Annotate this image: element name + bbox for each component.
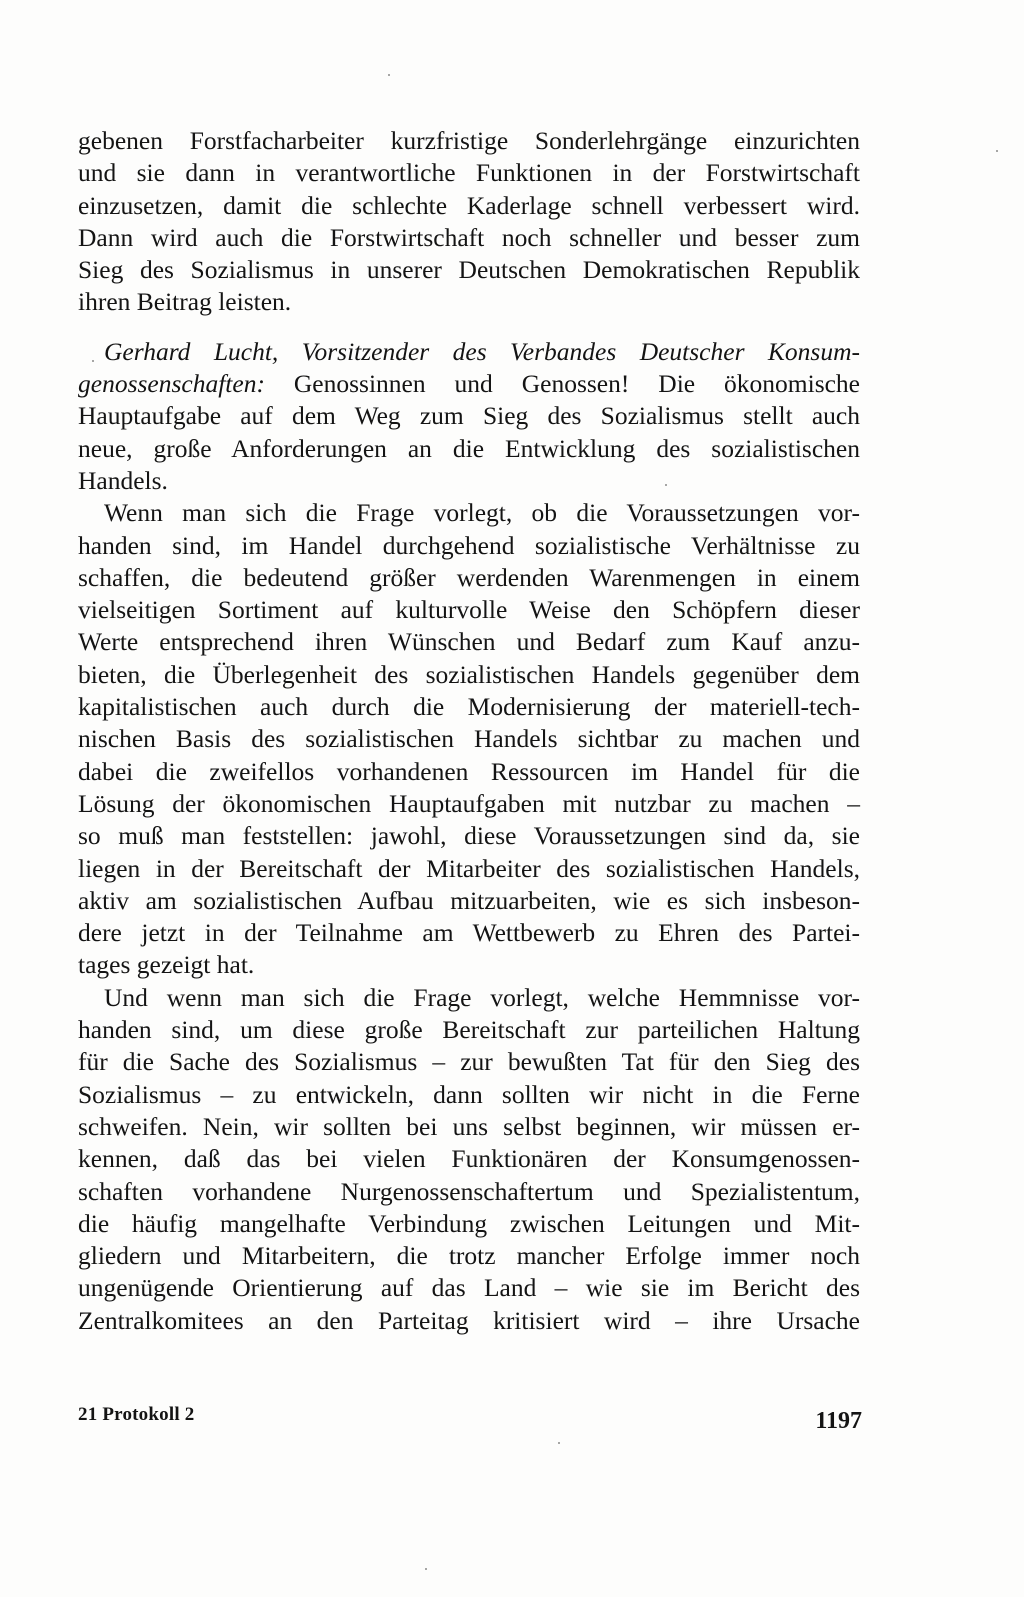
- text-line: Lösung der ökonomischen Hauptaufgaben mit nutzbar zu machen –: [78, 788, 860, 818]
- scan-speck: [92, 360, 94, 362]
- text-line: und sie dann in verantwortliche Funktionen in der Forstwirtschaft: [78, 158, 860, 188]
- scan-speck: [388, 74, 390, 76]
- text-line: kapitalistischen auch durch die Modernisierung der materiell-tech-: [78, 692, 860, 722]
- text-line: gliedern und Mitarbeitern, die trotz mancher Erfolge immer noch: [78, 1241, 860, 1271]
- text-line: dabei die zweifellos vorhandenen Ressourcen im Handel für die: [78, 756, 860, 786]
- page-number: 1197: [815, 1408, 862, 1434]
- text-line: schweifen. Nein, wir sollten bei uns selbst beginnen, wir müssen er-: [78, 1111, 860, 1141]
- text-line: liegen in der Bereitschaft der Mitarbeiter des sozialistischen Handels,: [78, 853, 860, 883]
- paragraph-prerequisites: [78, 497, 860, 981]
- text-line: handen sind, im Handel durchgehend sozialistische Verhältnisse zu: [78, 530, 860, 560]
- text-line: Handels.: [78, 465, 168, 495]
- text-line: aktiv am sozialistischen Aufbau mitzuarbeiten, wie es sich insbeson-: [78, 885, 860, 915]
- text-line: Und wenn man sich die Frage vorlegt, welche Hemmnisse vor-: [104, 982, 860, 1012]
- text-line: Hauptaufgabe auf dem Weg zum Sieg des Sozialismus stellt auch: [78, 401, 860, 431]
- text-line: handen sind, um diese große Bereitschaft zur parteilichen Haltung: [78, 1015, 860, 1045]
- text-line: vielseitigen Sortiment auf kulturvolle Weise den Schöpfern dieser: [78, 595, 860, 625]
- text-line: gebenen Forstfacharbeiter kurzfristige Sonderlehrgänge einzurichten: [78, 126, 860, 155]
- printer-signature: 21 Protokoll 2: [78, 1404, 195, 1425]
- speech-opening: Genossinnen und Genossen! Die ökonomische: [264, 369, 860, 399]
- text-line: Zentralkomitees an den Parteitag kritisiert wird – ihre Ursache: [78, 1305, 860, 1335]
- text-line: für die Sache des Sozialismus – zur bewußten Tat für den Sieg des: [78, 1047, 860, 1077]
- text-line: einzusetzen, damit die schlechte Kaderlage schnell verbessert wird.: [78, 190, 860, 220]
- text-line: Werte entsprechend ihren Wünschen und Bedarf zum Kauf anzu-: [78, 627, 860, 657]
- paragraph-obstacles: [78, 982, 860, 1337]
- text-line: neue, große Anforderungen an die Entwicklung des sozialistischen: [78, 433, 860, 463]
- speaker-name: Gerhard Lucht, Vorsitzender des Verbandes Deutscher Konsum-: [104, 336, 860, 366]
- text-line: so muß man feststellen: jawohl, diese Voraussetzungen sind da, sie: [78, 821, 860, 851]
- text-line: bieten, die Überlegenheit des sozialistischen Handels gegenüber dem: [78, 659, 860, 689]
- speech-intro: [78, 336, 860, 497]
- text-line: schaffen, die bedeutend größer werdenden Warenmengen in einem: [78, 562, 860, 592]
- scan-speck: [665, 484, 667, 486]
- text-line: ihren Beitrag leisten.: [78, 287, 292, 317]
- text-line: [78, 368, 860, 400]
- scan-speck: [558, 1442, 560, 1444]
- text-line: Wenn man sich die Frage vorlegt, ob die Voraussetzungen vor-: [104, 498, 860, 528]
- text-line: ungenügende Orientierung auf das Land – wie sie im Bericht des: [78, 1273, 860, 1303]
- paragraph-gap: [78, 319, 860, 336]
- text-line: nischen Basis des sozialistischen Handels sichtbar zu machen und: [78, 724, 860, 754]
- text-line: dere jetzt in der Teilnahme am Wettbewerb zu Ehren des Partei-: [78, 918, 860, 948]
- text-line: tages gezeigt hat.: [78, 950, 255, 980]
- text-line: Dann wird auch die Forstwirtschaft noch schneller und besser zum: [78, 222, 860, 252]
- scan-speck: [425, 1568, 427, 1570]
- text-line: Sieg des Sozialismus in unserer Deutschen Demokratischen Republik: [78, 255, 860, 285]
- text-line: Sozialismus – zu entwickeln, dann sollten wir nicht in die Ferne: [78, 1079, 860, 1109]
- paragraph-continuation: [78, 125, 860, 319]
- speaker-affiliation: genossenschaften:: [78, 369, 265, 399]
- body-text: [78, 125, 860, 1337]
- text-line: die häufig mangelhafte Verbindung zwischen Leitungen und Mit-: [78, 1208, 860, 1238]
- text-line: schaften vorhandene Nurgenossenschaftertum und Spezialistentum,: [78, 1176, 860, 1206]
- scan-speck: [996, 150, 998, 152]
- text-line: kennen, daß das bei vielen Funktionären der Konsumgenossen-: [78, 1144, 860, 1174]
